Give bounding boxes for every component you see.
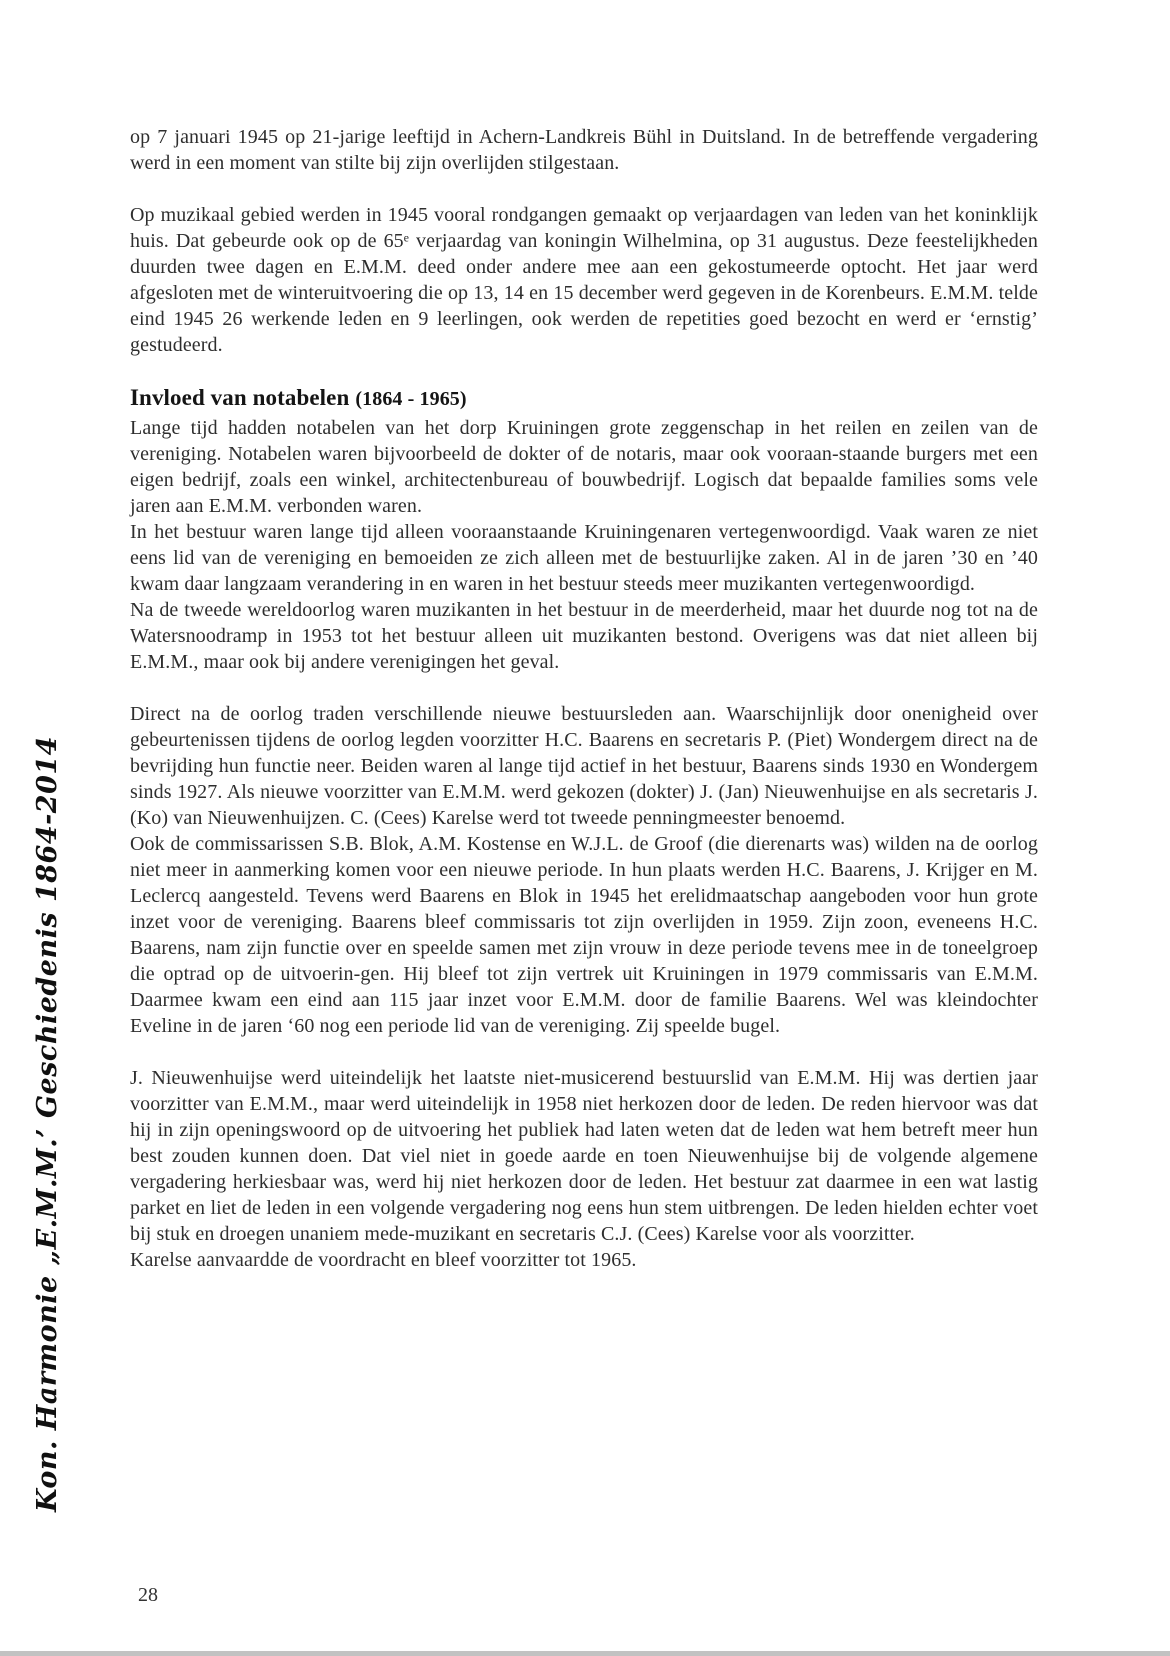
main-text-column xyxy=(130,124,1038,1273)
paragraph-notabelen-1: Lange tijd hadden notabelen van het dorp Kruiningen grote zeggenschap in het reilen en zeilen van de vereniging. Notabelen waren bijvoorbeeld de dokter of de notaris, maar ook vooraan-staande burgers met een eigen bedrijf, zoals een winkel, architectenbureau of bouwbedrijf. Logisch dat bepaalde families soms vele jaren aan E.M.M. verbonden waren. xyxy=(130,417,1038,517)
paragraph-notabelen-2: In het bestuur waren lange tijd alleen vooraanstaande Kruiningenaren vertegenwoordigd. Vaak waren ze niet eens lid van de vereniging en bemoeiden ze zich alleen met de bestuurlijke zaken. Al in de jaren ’30 en ’40 kwam daar langzaam verandering in en waren in het bestuur steeds meer muzikanten vertegenwoordigd. xyxy=(130,521,1038,595)
paragraph-nieuwenhuijse: J. Nieuwenhuijse werd uiteindelijk het laatste niet-musicerend bestuurslid van E.M.M. Hij was dertien jaar voorzitter van E.M.M., maar werd uiteindelijk in 1958 niet herkozen door de leden. De reden hiervoor was dat hij in zijn openingswoord op de uitvoering het publiek had laten weten dat de leden wat hem betreft meer hun best zouden kunnen doen. Dat viel niet in goede aarde en toen Nieuwenhuijse bij de volgende algemene vergadering herkiesbaar was, werd hij niet herkozen door de leden. Het bestuur zat daarmee in een wat lastig parket en liet de leden in een volgende vergadering nog eens hun stem uitbrengen. De leden hielden echter voet bij stuk en droegen unaniem mede-muzikant en secretaris C.J. (Cees) Karelse voor als voorzitter. xyxy=(130,1067,1038,1245)
paragraph-musical-1945: Op muzikaal gebied werden in 1945 vooral rondgangen gemaakt op verjaardagen van leden van het koninklijk huis. Dat gebeurde ook op de 65ᵉ verjaardag van koningin Wilhelmina, op 31 augustus. Deze feestelijkheden duurden twee dagen en E.M.M. deed onder andere mee aan een gekostumeerde optocht. Het jaar werd afgesloten met de winteruitvoering die op 13, 14 en 15 december werd gegeven in de Korenbeurs. E.M.M. telde eind 1945 26 werkende leden en 9 leerlingen, ook werden de repetities goed bezocht en werd er ‘ernstig’ gestudeerd. xyxy=(130,204,1038,356)
paragraph-continuation: op 7 januari 1945 op 21-jarige leeftijd in Achern-Landkreis Bühl in Duitsland. In de betreffende vergadering werd in een moment van stilte bij zijn overlijden stilgestaan. xyxy=(130,126,1038,174)
paragraph-karelse: Karelse aanvaardde de voordracht en bleef voorzitter tot 1965. xyxy=(130,1249,637,1271)
vertical-book-title: Kon. Harmonie „E.M.M.’ Geschiedenis 1864-2014 xyxy=(32,736,63,1512)
section-heading xyxy=(130,384,1038,413)
paragraph-after-war-2: Ook de commissarissen S.B. Blok, A.M. Kostense en W.J.L. de Groof (die dierenarts was) wilden na de oorlog niet meer in aanmerking komen voor een nieuwe periode. In hun plaats werden H.C. Baarens, J. Krijger en M. Leclercq aangesteld. Tevens werd Baarens en Blok in 1945 het erelidmaatschap aangeboden voor hun grote inzet voor de vereniging. Baarens bleef commissaris tot zijn overlijden in 1959. Zijn zoon, eveneens H.C. Baarens, nam zijn functie over en speelde samen met zijn vrouw in deze periode tevens mee in de toneelgroep die optrad op de uitvoerin-gen. Hij bleef tot zijn vertrek uit Kruiningen in 1979 commissaris van E.M.M. Daarmee kwam een eind aan 115 jaar inzet voor E.M.M. door de familie Baarens. Wel was kleindochter Eveline in de jaren ‘60 nog een periode lid van de vereniging. Zij speelde bugel. xyxy=(130,833,1038,1037)
paragraph-after-war-1: Direct na de oorlog traden verschillende nieuwe bestuursleden aan. Waarschijnlijk door onenigheid over gebeurtenissen tijdens de oorlog legden voorzitter H.C. Baarens en secretaris P. (Piet) Wondergem direct na de bevrijding hun functie neer. Beiden waren al lange tijd actief in het bestuur, Baarens sinds 1930 en Wondergem sinds 1927. Als nieuwe voorzitter van E.M.M. werd gekozen (dokter) J. (Jan) Nieuwenhuijse en als secretaris J. (Ko) van Nieuwenhuijzen. C. (Cees) Karelse werd tot tweede penningmeester benoemd. xyxy=(130,703,1038,829)
section-heading-title: Invloed van notabelen xyxy=(130,385,350,410)
paragraph-notabelen-3: Na de tweede wereldoorlog waren muzikanten in het bestuur in de meerderheid, maar het duurde nog tot na de Watersnoodramp in 1953 tot het bestuur alleen uit muzikanten bestond. Overigens was dat niet alleen bij E.M.M., maar ook bij andere verenigingen het geval. xyxy=(130,599,1038,673)
section-heading-years: (1864 - 1965) xyxy=(355,388,467,410)
bottom-edge-bar xyxy=(0,1651,1170,1656)
page-number: 28 xyxy=(138,1584,158,1606)
